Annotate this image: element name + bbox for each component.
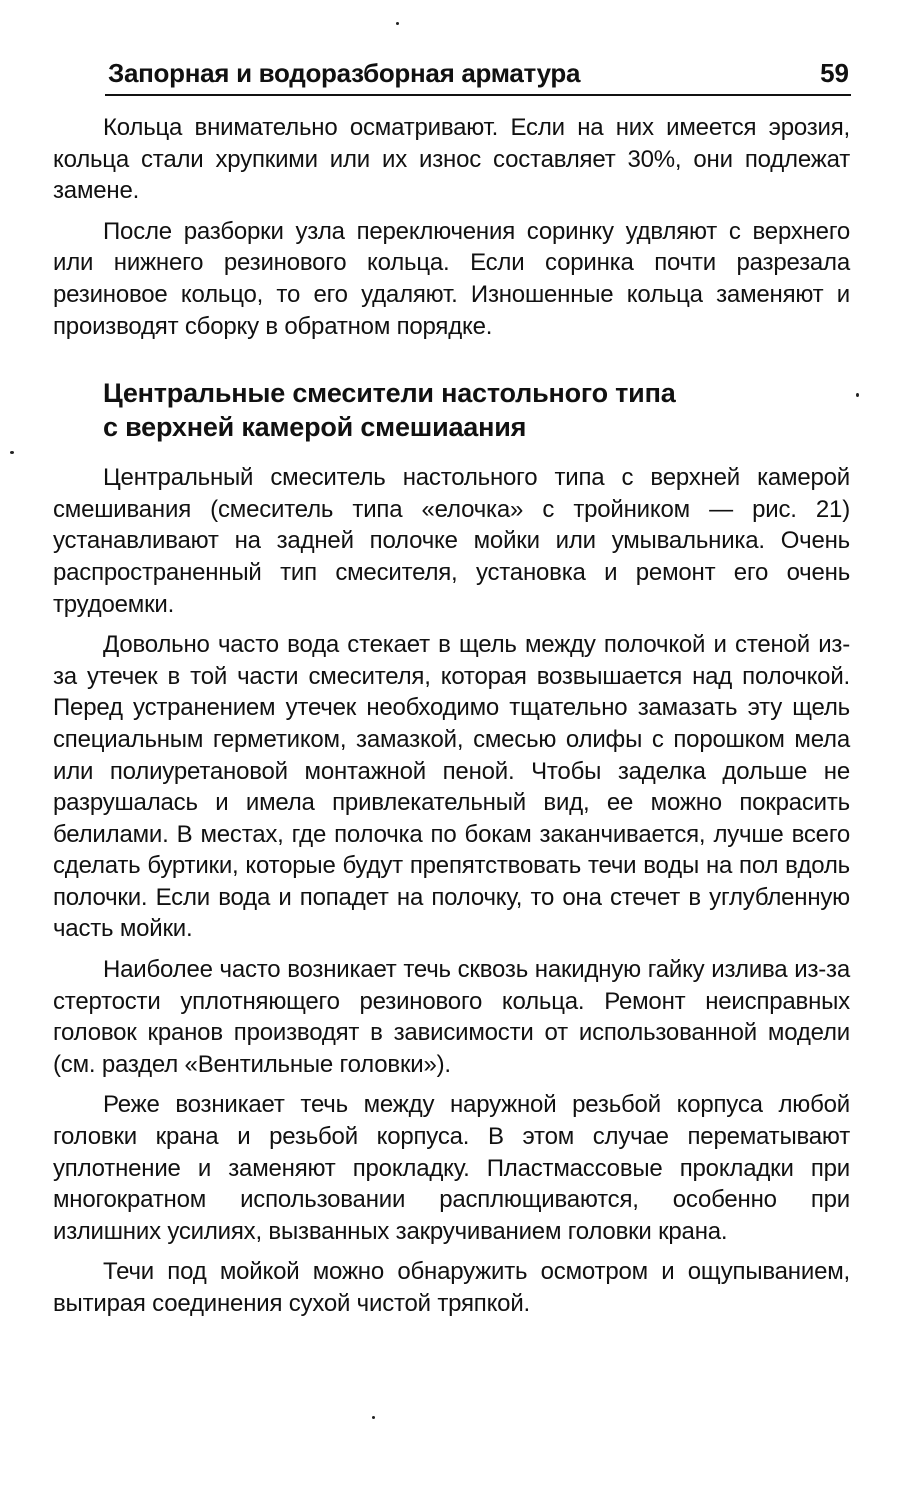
paragraph-under-sink: Течи под мойкой можно обнаружить осмотром и ощупыванием, вытирая соединения сухой чистой тряпкой. (53, 1258, 850, 1317)
paragraph-shelf-leaks: Довольно часто вода стекает в щель между полочкой и стеной из-за утечек в той части смесителя, которая возвышается над полочкой. Перед устранением утечек необходимо тщательно замазать эту щель специальным герметиком, замазкой, смесью олифы с порошком мела или полиуретановой монтажной пеной. Чтобы заделка дольше не разрушалась и имела привлекательный вид, ее можно покрасить белилами. В местах, где полочка по бокам заканчивается, лучше всего сделать буртики, которые будут препятствовать течи воды на пол вдоль полочки. Если вода и попадет на полочку, то она стечет в углубленную часть мойки. (53, 631, 850, 943)
paragraph-rings-inspection: Кольца внимательно осматривают. Если на них имеется эрозия, кольца стали хрупкими или их износ составляет 30%, они подлежат замене. (53, 114, 850, 205)
scan-speck (396, 22, 399, 25)
running-title: Запорная и водоразборная арматура (108, 58, 581, 88)
section-heading-line-1: Центральные смесители настольного типа (103, 378, 676, 409)
scan-speck (372, 1416, 375, 1419)
section-heading (103, 376, 850, 444)
paragraph-switch-assembly: После разборки узла переключения соринку удвляют с верхнего или нижнего резинового кольца. Если соринка почти разрезала резиновое кольцо, то его удаляют. Изношенные кольца заменяют и производят сборку в обратном порядке. (53, 217, 850, 340)
paragraph-thread-leak: Реже возникает течь между наружной резьбой корпуса любой головки крана и резьбой корпуса. В этом случае перематывают уплотнение и заменяют прокладку. Пластмассовые прокладки при многократном использовании расплющиваются, особенно при излишних усилиях, вызванных закручиванием головки крана. (53, 1091, 850, 1245)
running-header (105, 56, 851, 96)
paragraph-nut-leak: Наиболее часто возникает течь сквозь накидную гайку излива из-за стертости уплотняющего резинового кольца. Ремонт неисправных головок кранов производят в зависимости от использованной модели (см. раздел «Вентильные головки»). (53, 956, 850, 1078)
body-text (53, 112, 850, 1329)
paragraph-central-mixer: Центральный смеситель настольного типа с верхней камерой смешивания (смеситель типа «елочка» с тройником — рис. 21) устанавливают на задней полочке мойки или умывальника. Очень распространенный тип смесителя, установка и ремонт его очень трудоемки. (53, 464, 850, 618)
scan-speck (856, 393, 859, 397)
section-heading-line-2: с верхней камерой смешиаания (103, 412, 527, 443)
page-number: 59 (820, 58, 849, 88)
scan-speck (10, 451, 14, 454)
